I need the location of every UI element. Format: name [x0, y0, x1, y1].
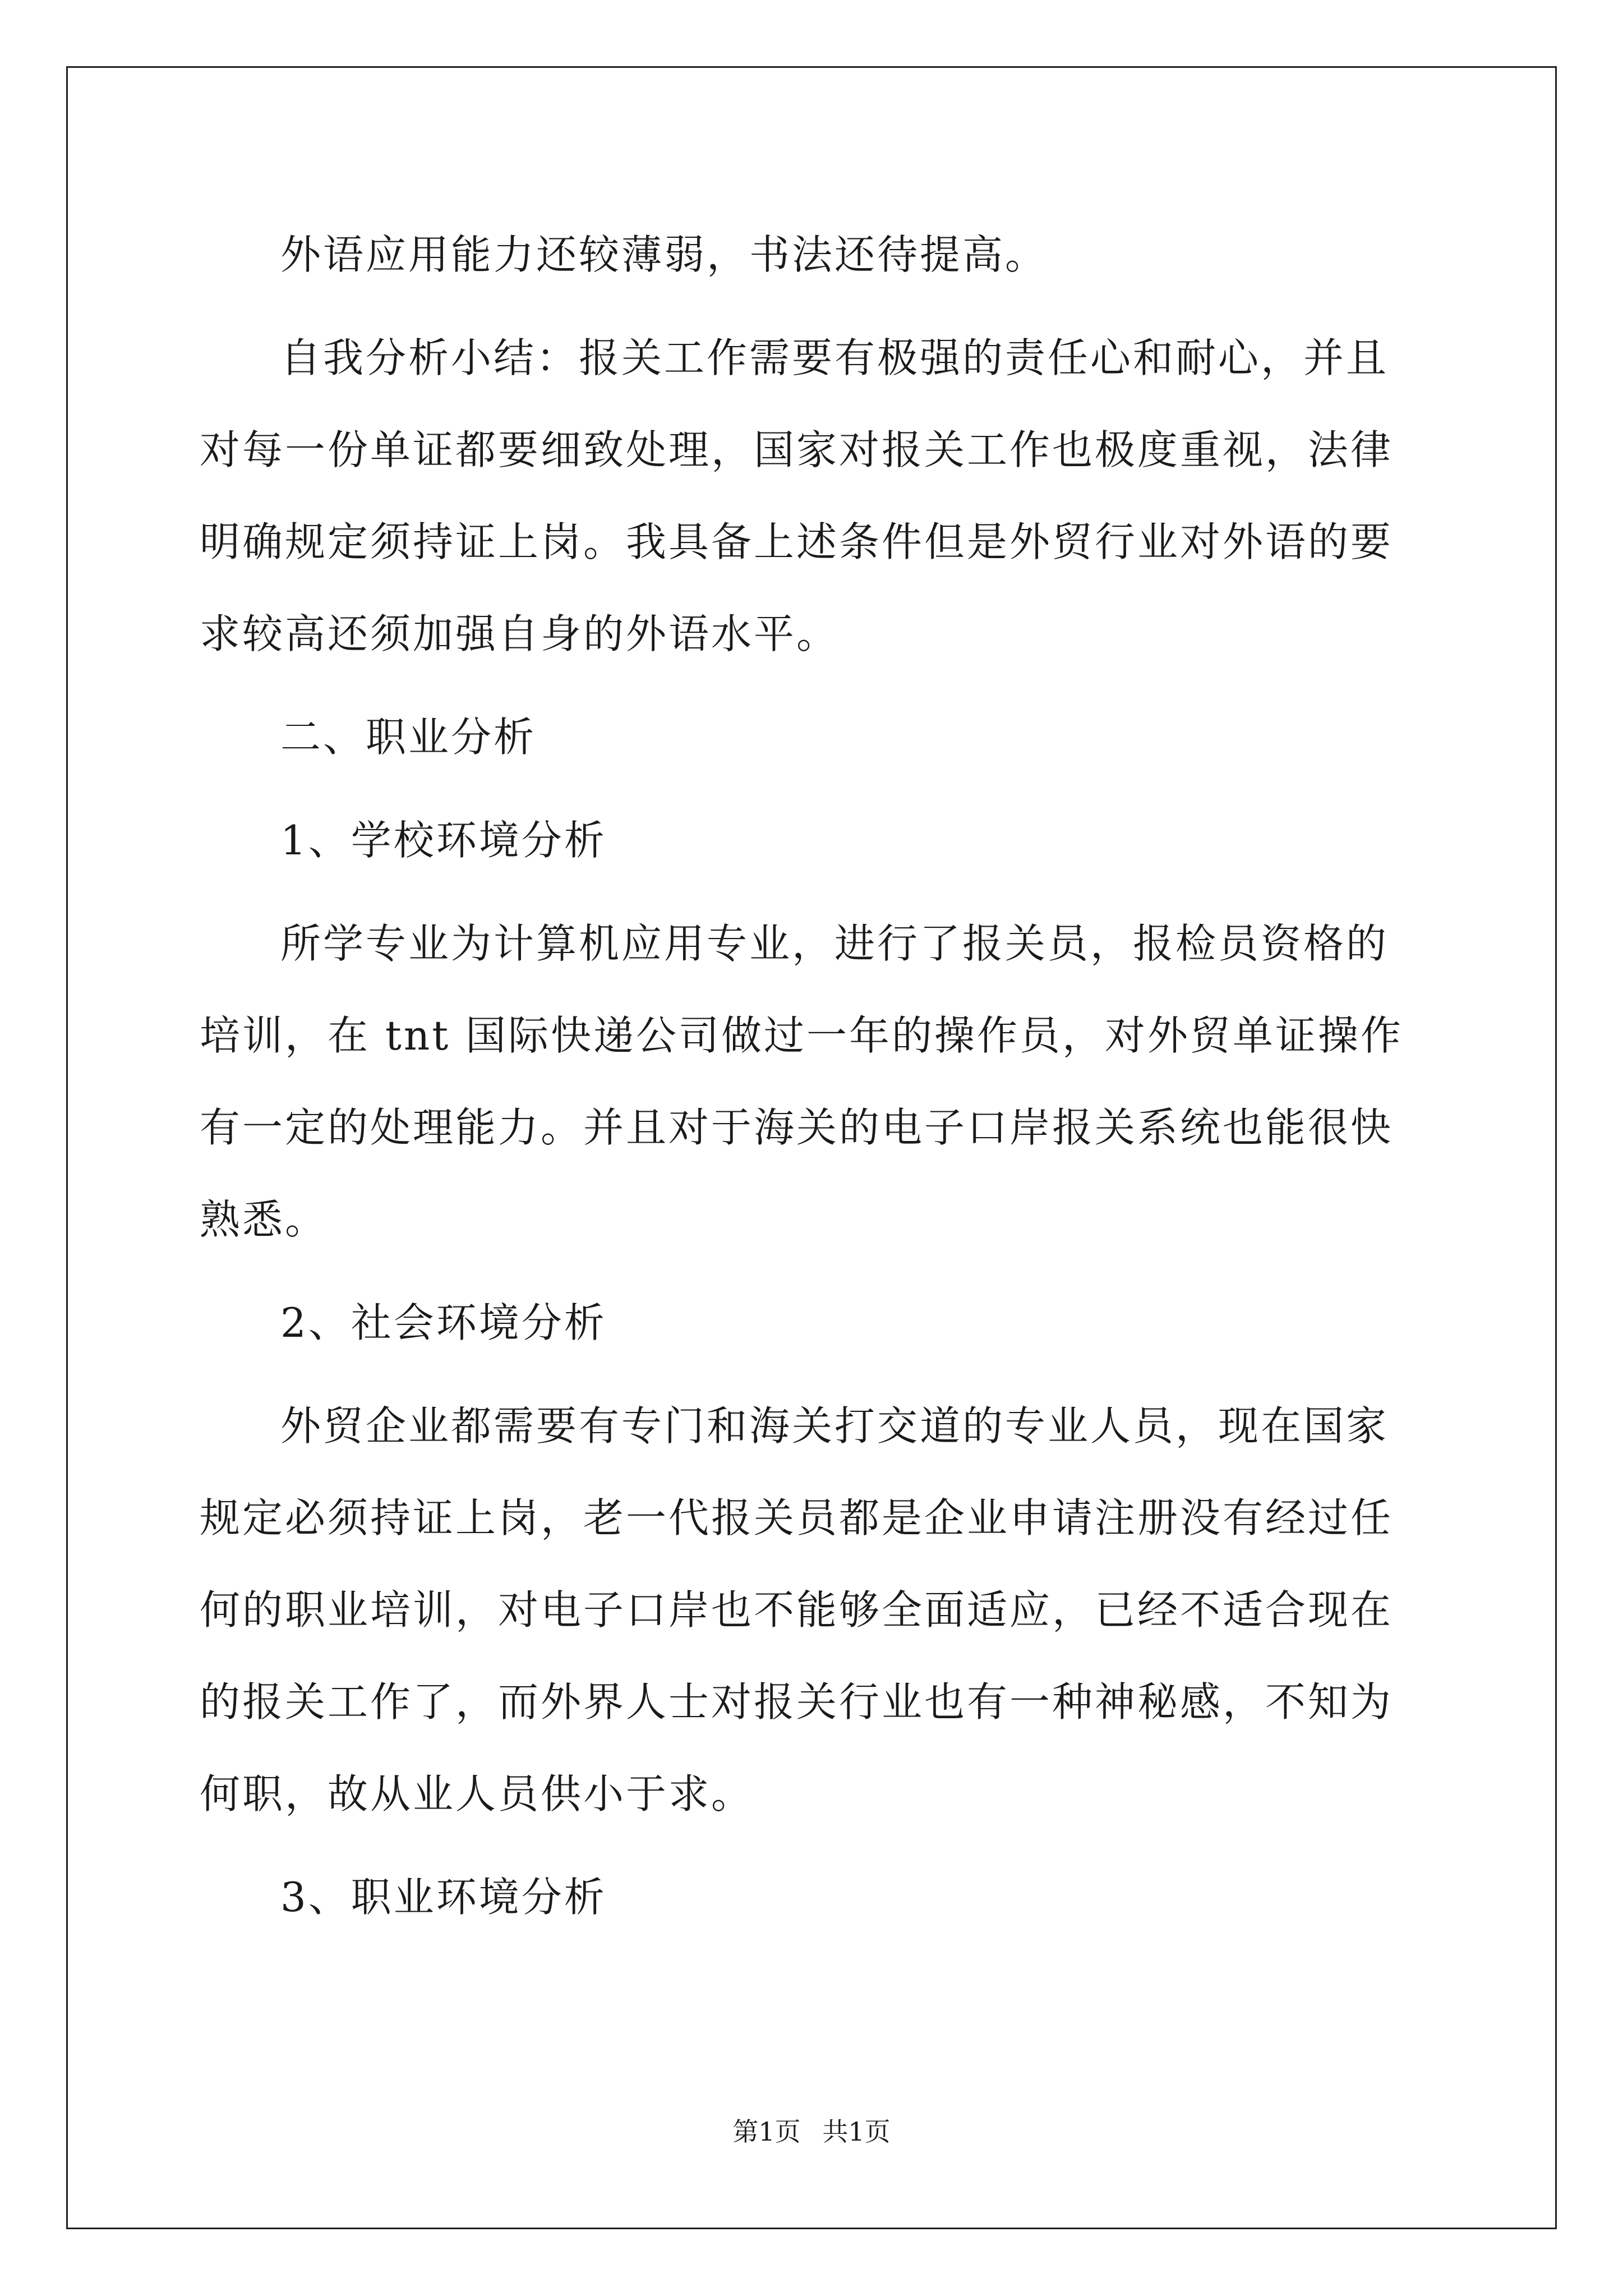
page-footer — [0, 2115, 1623, 2148]
paragraph-language-skills: 外语应用能力还较薄弱，书法还待提高。 — [280, 231, 1048, 278]
paragraph-self-analysis-summary: 自我分析小结：报关工作需要有极强的责任心和耐心，并且对每一份单证都要细致处理，国家对报关工作也极度重视，法律明确规定须持证上岗。我具备上述条件但是外贸行业对外语的要求较高还须加强自身的外语水平。 — [200, 334, 1394, 657]
heading-career-environment: 3、职业环境分析 — [280, 1874, 607, 1921]
page-number: 第1页 — [732, 2116, 801, 2147]
document-body — [200, 209, 1428, 1954]
heading-social-environment: 2、社会环境分析 — [280, 1299, 607, 1346]
heading-school-environment: 1、学校环境分析 — [280, 817, 607, 864]
paragraph-school-environment: 所学专业为计算机应用专业，进行了报关员，报检员资格的培训，在 tnt 国际快递公司做过一年的操作员，对外贸单证操作有一定的处理能力。并且对于海关的电子口岸报关系统也能很快熟悉。 — [200, 920, 1404, 1243]
heading-career-analysis: 二、职业分析 — [280, 714, 537, 761]
page-total: 共1页 — [822, 2116, 891, 2147]
paragraph-social-environment: 外贸企业都需要有专门和海关打交道的专业人员，现在国家规定必须持证上岗，老一代报关员都是企业申请注册没有经过任何的职业培训，对电子口岸也不能够全面适应，已经不适合现在的报关工作了，而外界人士对报关行业也有一种神秘感，不知为何职，故从业人员供小于求。 — [200, 1402, 1394, 1818]
